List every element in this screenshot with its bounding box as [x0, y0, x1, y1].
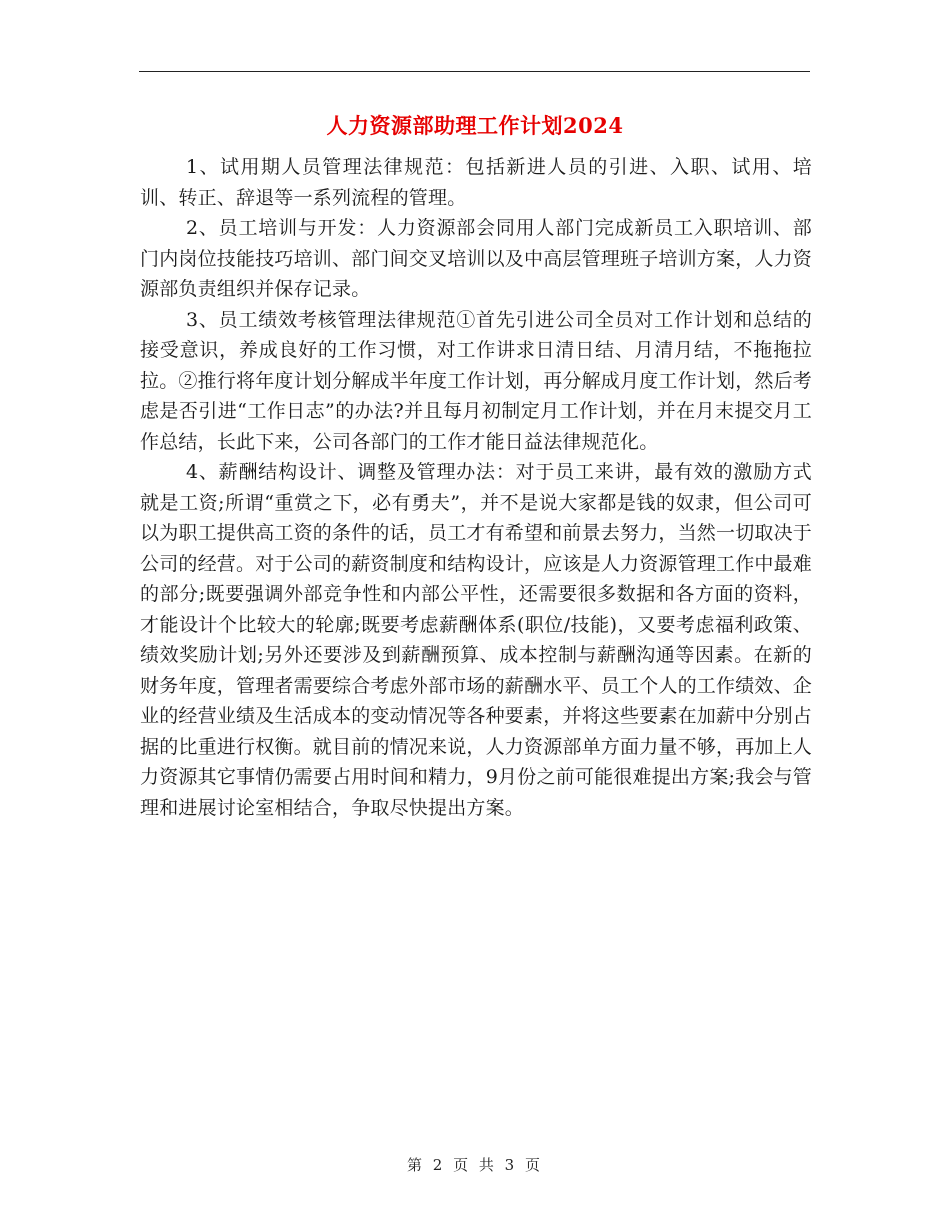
header-rule	[139, 71, 810, 72]
paragraph-3: 3、员工绩效考核管理法律规范①首先引进公司全员对工作计划和总结的接受意识，养成良好的工作习惯，对工作讲求日清日结、月清月结，不拖拖拉拉。②推行将年度计划分解成半年度工作计划，再分解成月度工作计划，然后考虑是否引进“工作日志”的办法?并且每月初制定月工作计划，并在月末提交月工作总结，长此下来，公司各部门的工作才能日益法律规范化。	[140, 308, 813, 453]
paragraph-1: 1、试用期人员管理法律规范：包括新进人员的引进、入职、试用、培训、转正、辞退等一系列流程的管理。	[140, 156, 812, 209]
paragraph-4: 4、薪酬结构设计、调整及管理办法：对于员工来讲，最有效的激励方式就是工资;所谓“重赏之下，必有勇夫”，并不是说大家都是钱的奴隶，但公司可以为职工提供高工资的条件的话，员工才有希望和前景去努力，当然一切取决于公司的经营。对于公司的薪资制度和结构设计，应该是人力资源管理工作中最难的部分;既要强调外部竞争性和内部公平性，还需要很多数据和各方面的资料，才能设计个比较大的轮廓;既要考虑薪酬体系(职位/技能)，又要考虑福利政策、绩效奖励计划;另外还要涉及到薪酬预算、成本控制与薪酬沟通等因素。在新的财务年度，管理者需要综合考虑外部市场的薪酬水平、员工个人的工作绩效、企业的经营业绩及生活成本的变动情况等各种要素，并将这些要素在加薪中分别占据的比重进行权衡。就目前的情况来说，人力资源部单方面力量不够，再加上人力资源其它事情仍需要占用时间和精力，9月份之前可能很难提出方案;我会与管理和进展讨论室相结合，争取尽快提出方案。	[140, 461, 813, 819]
document-body	[140, 152, 812, 823]
page-number-footer: 第 2 页 共 3 页	[407, 1156, 543, 1174]
document-title: 人力资源部助理工作计划2024	[326, 113, 624, 138]
paragraph-2: 2、员工培训与开发：人力资源部会同用人部门完成新员工入职培训、部门内岗位技能技巧培训、部门间交叉培训以及中高层管理班子培训方案，人力资源部负责组织并保存记录。	[140, 217, 813, 300]
